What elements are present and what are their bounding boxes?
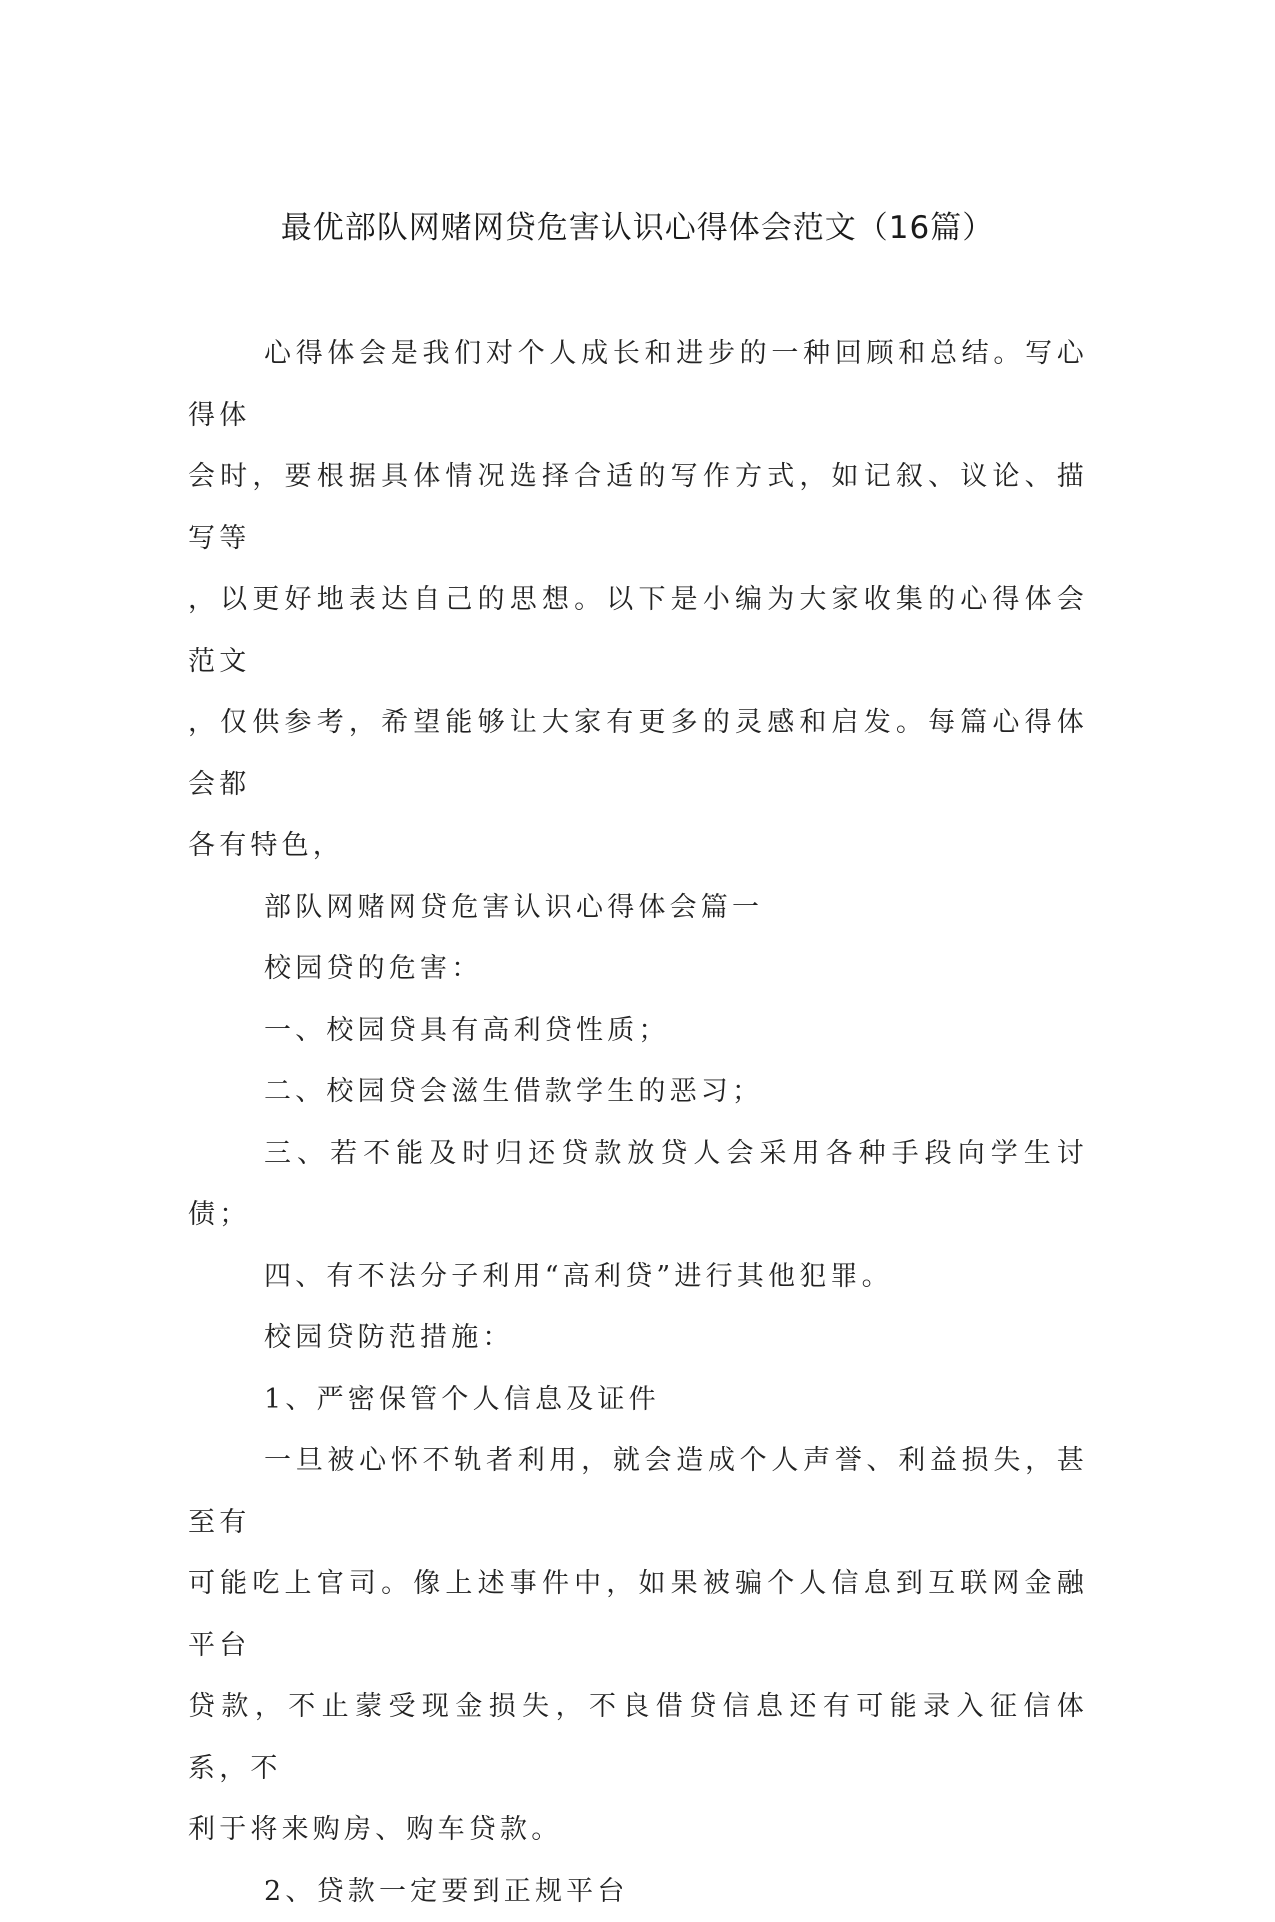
document-body xyxy=(188,323,1088,1922)
harms-list xyxy=(188,1000,1088,1308)
intro-line: 各有特色， xyxy=(188,815,1088,877)
intro-line: ，仅供参考，希望能够让大家有更多的灵感和启发。每篇心得体会都 xyxy=(188,692,1088,815)
measure-1-line: 可能吃上官司。像上述事件中，如果被骗个人信息到互联网金融平台 xyxy=(188,1553,1088,1676)
measure-1-paragraph xyxy=(188,1430,1088,1861)
harm-item: 二、校园贷会滋生借款学生的恶习； xyxy=(188,1061,1088,1123)
measure-1-line: 一旦被心怀不轨者利用，就会造成个人声誉、利益损失，甚至有 xyxy=(188,1430,1088,1553)
harm-item: 四、有不法分子利用“高利贷”进行其他犯罪。 xyxy=(188,1246,1088,1308)
measure-1-line: 利于将来购房、购车贷款。 xyxy=(188,1799,1088,1861)
intro-line: 会时，要根据具体情况选择合适的写作方式，如记叙、议论、描写等 xyxy=(188,446,1088,569)
document-title: 最优部队网赌网贷危害认识心得体会范文（16篇） xyxy=(0,208,1275,248)
harm-item: 一、校园贷具有高利贷性质； xyxy=(188,1000,1088,1062)
measures-heading: 校园贷防范措施： xyxy=(188,1307,1088,1369)
section-heading: 部队网赌网贷危害认识心得体会篇一 xyxy=(188,877,1088,939)
intro-paragraph xyxy=(188,323,1088,877)
measure-1-title: 1、严密保管个人信息及证件 xyxy=(188,1369,1088,1431)
measure-2-title: 2、贷款一定要到正规平台 xyxy=(188,1861,1088,1922)
intro-line: ，以更好地表达自己的思想。以下是小编为大家收集的心得体会范文 xyxy=(188,569,1088,692)
harms-heading: 校园贷的危害： xyxy=(188,938,1088,1000)
harm-item: 三、若不能及时归还贷款放贷人会采用各种手段向学生讨债； xyxy=(188,1123,1088,1246)
measure-1-line: 贷款，不止蒙受现金损失，不良借贷信息还有可能录入征信体系，不 xyxy=(188,1676,1088,1799)
intro-line: 心得体会是我们对个人成长和进步的一种回顾和总结。写心得体 xyxy=(188,323,1088,446)
